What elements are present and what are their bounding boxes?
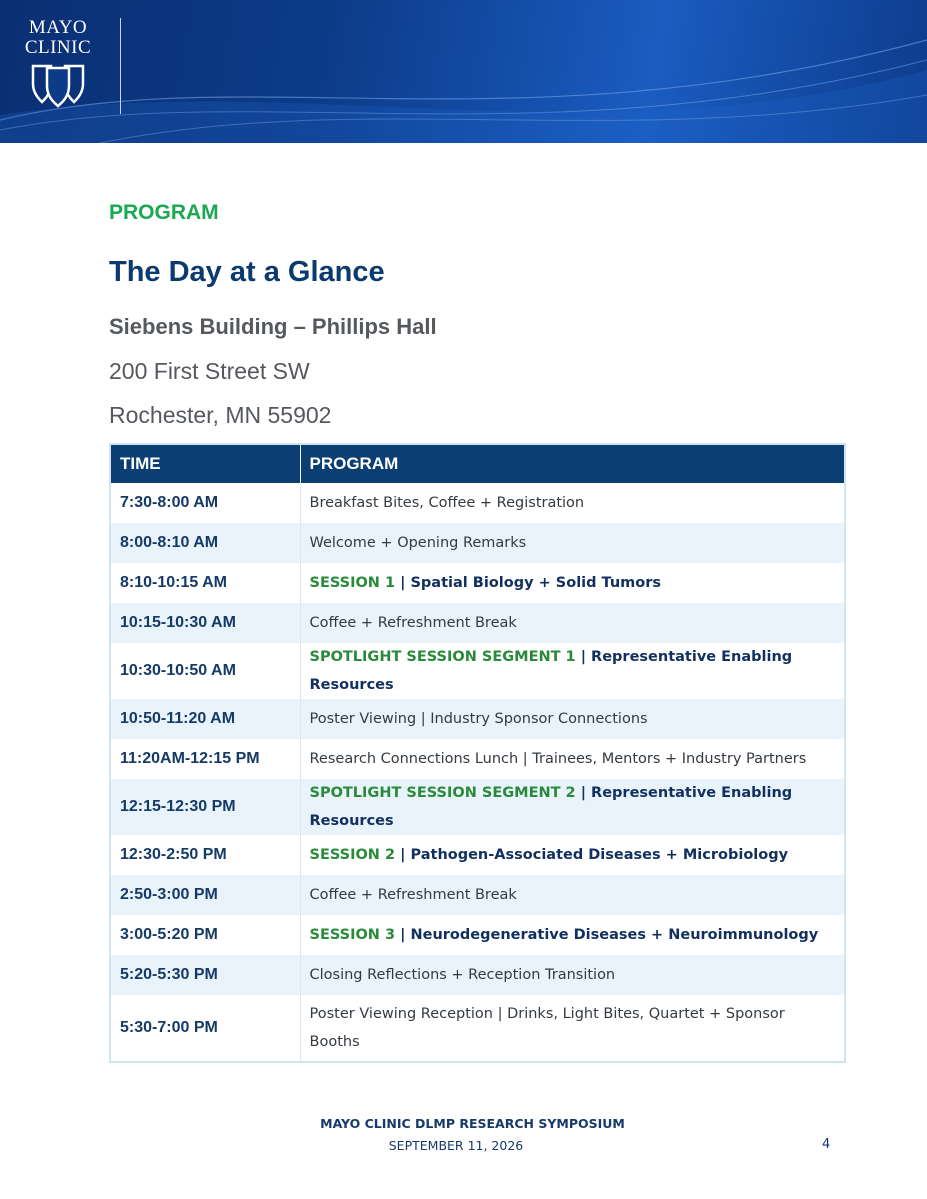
program-cell	[300, 995, 845, 1062]
table-row	[110, 875, 845, 915]
session-label: SESSION 2	[309, 847, 396, 863]
time-cell: 12:30-2:50 PM	[110, 835, 300, 875]
time-cell: 2:50-3:00 PM	[110, 875, 300, 915]
program-cell	[300, 955, 845, 995]
program-cell	[300, 835, 845, 875]
session-label: SESSION 3	[309, 927, 396, 943]
program-cell	[300, 915, 845, 955]
session-label: SPOTLIGHT SESSION SEGMENT 1	[309, 649, 576, 665]
logo-wordmark-line1: MAYO	[28, 17, 88, 38]
program-text: Closing Reflections + Reception Transition	[309, 967, 616, 983]
program-column-header: PROGRAM	[300, 444, 845, 483]
table-row	[110, 643, 845, 699]
time-cell: 10:50-11:20 AM	[110, 699, 300, 739]
schedule-table	[109, 443, 846, 1063]
logo-divider	[120, 18, 121, 114]
time-cell: 3:00-5:20 PM	[110, 915, 300, 955]
page-title: The Day at a Glance	[109, 256, 385, 288]
program-text: Coffee + Refreshment Break	[309, 887, 517, 903]
session-title: Representative Enabling Resources	[309, 785, 793, 829]
time-cell: 10:15-10:30 AM	[110, 603, 300, 643]
table-row	[110, 995, 845, 1062]
program-cell	[300, 875, 845, 915]
program-text: Breakfast Bites, Coffee + Registration	[309, 495, 585, 511]
venue-building: Siebens Building – Phillips Hall	[109, 314, 437, 339]
separator: |	[575, 785, 592, 801]
time-cell: 12:15-12:30 PM	[110, 779, 300, 835]
table-row	[110, 563, 845, 603]
session-title: Representative Enabling Resources	[309, 649, 793, 693]
time-cell: 8:00-8:10 AM	[110, 523, 300, 563]
program-cell	[300, 483, 845, 523]
separator: |	[395, 847, 411, 863]
time-cell: 7:30-8:00 AM	[110, 483, 300, 523]
time-cell: 11:20AM-12:15 PM	[110, 739, 300, 779]
session-title: Pathogen-Associated Diseases + Microbiology	[410, 847, 789, 863]
table-row	[110, 779, 845, 835]
table-row	[110, 915, 845, 955]
separator: |	[575, 649, 592, 665]
program-text: Welcome + Opening Remarks	[309, 535, 527, 551]
schedule-body	[110, 483, 845, 1062]
session-label: SPOTLIGHT SESSION SEGMENT 2	[309, 785, 576, 801]
table-row	[110, 835, 845, 875]
time-cell: 5:30-7:00 PM	[110, 995, 300, 1062]
session-label: SESSION 1	[309, 575, 396, 591]
program-cell	[300, 563, 845, 603]
footer-event-name: MAYO CLINIC DLMP RESEARCH SYMPOSIUM	[320, 1116, 625, 1131]
program-cell	[300, 779, 845, 835]
separator: |	[395, 575, 411, 591]
venue-address-line1: 200 First Street SW	[109, 358, 310, 384]
section-kicker: PROGRAM	[109, 201, 219, 224]
program-text: Research Connections Lunch | Trainees, Mentors + Industry Partners	[309, 751, 807, 767]
program-cell	[300, 643, 845, 699]
program-cell	[300, 699, 845, 739]
three-shields-icon	[27, 62, 89, 108]
mayo-clinic-logo	[18, 18, 98, 113]
table-row	[110, 699, 845, 739]
program-text: Poster Viewing Reception | Drinks, Light Bites, Quartet + Sponsor Booths	[309, 1006, 785, 1050]
header-banner	[0, 0, 927, 143]
session-title: Neurodegenerative Diseases + Neuroimmunology	[410, 927, 819, 943]
program-text: Coffee + Refreshment Break	[309, 615, 517, 631]
schedule-header-row	[110, 444, 845, 483]
program-text: Poster Viewing | Industry Sponsor Connections	[309, 711, 648, 727]
time-cell: 10:30-10:50 AM	[110, 643, 300, 699]
table-row	[110, 523, 845, 563]
logo-wordmark-line2: CLINIC	[24, 37, 92, 58]
program-cell	[300, 603, 845, 643]
program-cell	[300, 523, 845, 563]
program-cell	[300, 739, 845, 779]
table-row	[110, 955, 845, 995]
table-row	[110, 483, 845, 523]
table-row	[110, 739, 845, 779]
banner-wave-graphic	[0, 0, 927, 143]
time-column-header: TIME	[110, 444, 300, 483]
footer-event-date: SEPTEMBER 11, 2026	[388, 1138, 524, 1153]
venue-address-line2: Rochester, MN 55902	[109, 402, 332, 428]
page-number: 4	[822, 1137, 831, 1152]
time-cell: 8:10-10:15 AM	[110, 563, 300, 603]
time-cell: 5:20-5:30 PM	[110, 955, 300, 995]
separator: |	[395, 927, 411, 943]
session-title: Spatial Biology + Solid Tumors	[410, 575, 662, 591]
table-row	[110, 603, 845, 643]
